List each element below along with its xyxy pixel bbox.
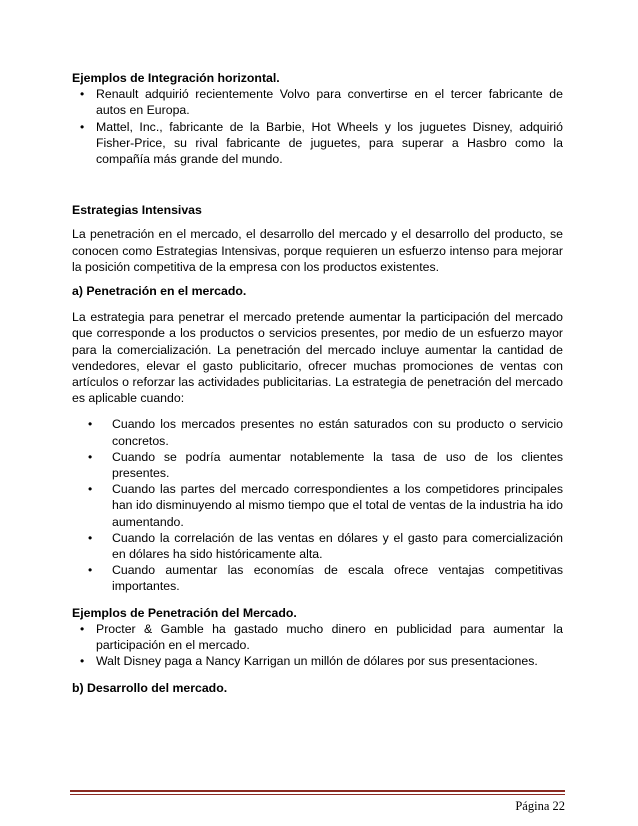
intensive-strategies-heading: Estrategias Intensivas	[72, 203, 202, 218]
list-item: • Renault adquirió recientemente Volvo para convertirse en el tercer fabricante de autos en Europa.	[80, 87, 563, 118]
list-item: • Mattel, Inc., fabricante de la Barbie, Hot Wheels y los juguetes Disney, adquirió Fisher-Price, su rival fabricante de juguetes, para superar a Hasbro como la compañía más grande del mundo.	[80, 119, 563, 167]
bullet-icon: •	[88, 482, 93, 497]
list-item: • Cuando aumentar las economías de escala ofrece ventajas competitivas importantes.	[88, 563, 563, 594]
penetration-examples-heading: Ejemplos de Penetración del Mercado.	[72, 605, 297, 620]
horizontal-examples-heading: Ejemplos de Integración horizontal.	[72, 71, 280, 85]
market-development-heading: b) Desarrollo del mercado.	[72, 680, 228, 695]
bullet-icon: •	[88, 417, 93, 432]
penetration-examples-list	[72, 621, 563, 670]
list-item: • Cuando se podría aumentar notablemente la tasa de uso de los clientes presentes.	[88, 449, 563, 481]
horizontal-examples-list	[72, 86, 563, 167]
list-item: • Cuando las partes del mercado correspondientes a los competidores principales han ido disminuyendo al mismo tiempo que el total de ventas de la industria ha ido aumentando.	[88, 482, 563, 529]
market-penetration-conditions-list	[72, 416, 563, 594]
bullet-icon: •	[80, 654, 85, 669]
bullet-icon: •	[80, 119, 85, 134]
bullet-icon: •	[80, 87, 85, 102]
bullet-icon: •	[80, 621, 85, 636]
document-page	[72, 70, 563, 696]
market-penetration-heading: a) Penetración en el mercado.	[72, 284, 247, 299]
page-number: Página 22	[515, 799, 565, 813]
list-item: • Walt Disney paga a Nancy Karrigan un millón de dólares por sus presentaciones.	[80, 654, 538, 669]
list-item: • Cuando los mercados presentes no están saturados con su producto o servicio concretos.	[88, 417, 563, 448]
footer-divider-thin	[70, 794, 565, 795]
intensive-strategies-paragraph: La penetración en el mercado, el desarrollo del mercado y el desarrollo del producto, se conocen como Estrategias Intensivas, porque requieren un esfuerzo intenso para mejorar la posición competitiva de la empresa con los productos existentes.	[72, 227, 563, 274]
list-item: • Procter & Gamble ha gastado mucho dinero en publicidad para aumentar la participación en el mercado.	[80, 621, 563, 653]
bullet-icon: •	[88, 563, 93, 578]
market-penetration-paragraph: La estrategia para penetrar el mercado pretende aumentar la participación del mercado que corresponde a los productos o servicios presentes, por medio de un esfuerzo mayor para la comercialización. La penetración del mercado incluye aumentar la cantidad de vendedores, elevar el gasto publicitario, ofrecer muchas promociones de ventas con artículos o reforzar las actividades publicitarias. La estrategia de penetración del mercado es aplicable cuando:	[72, 310, 563, 406]
bullet-icon: •	[88, 530, 93, 545]
footer-divider	[70, 790, 565, 792]
list-item: • Cuando la correlación de las ventas en dólares y el gasto para comercialización en dólares ha sido históricamente alta.	[88, 530, 563, 562]
bullet-icon: •	[88, 449, 93, 464]
